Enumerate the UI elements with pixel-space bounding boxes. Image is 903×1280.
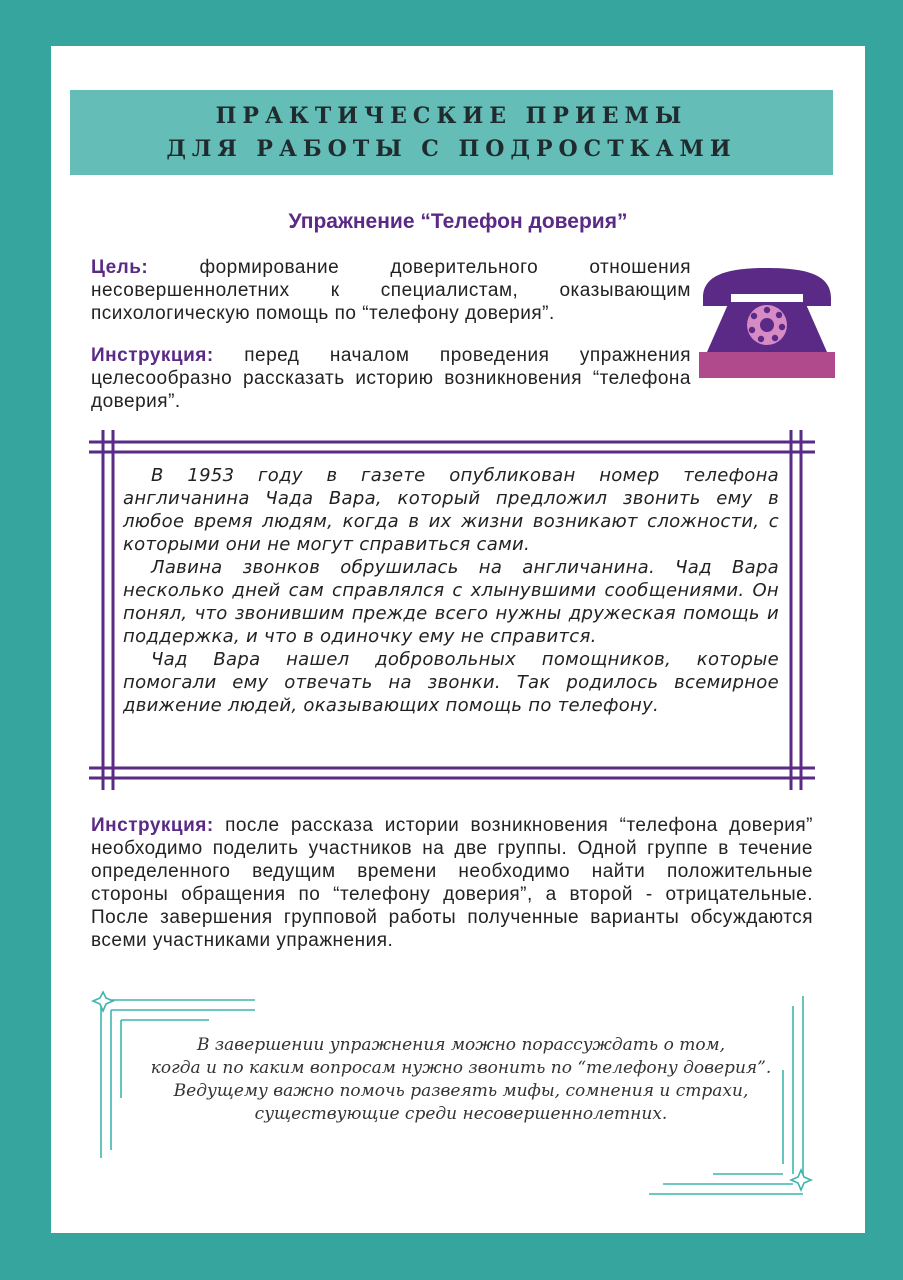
closing-line-4: существующие среди несовершеннолетних. xyxy=(254,1104,668,1124)
instruction-paragraph-2 xyxy=(91,814,813,952)
exercise-title: Упражнение “Телефон доверия” xyxy=(288,210,628,233)
story-paragraph-3: Чад Вара нашел добровольных помощников, которые помогали ему отвечать на звонки. Так родилось всемирное движение людей, оказывающих помощь по телефону. xyxy=(123,649,779,716)
instruction-label-1: Инструкция: xyxy=(91,345,214,366)
header-banner xyxy=(70,90,833,175)
goal-text: формирование доверительного отношения несовершеннолетних к специалистам, оказывающим психологическую помощь по “телефону доверия”. xyxy=(91,257,692,324)
closing-line-3: Ведущему важно помочь развеять мифы, сомнения и страхи, xyxy=(173,1081,749,1101)
closing-line-2: когда и по каким вопросам нужно звонить по “телефону доверия”. xyxy=(150,1058,772,1078)
page-sheet xyxy=(51,46,865,1233)
closing-line-1: В завершении упражнения можно порассуждать о том, xyxy=(196,1035,726,1055)
sparkle-icon xyxy=(791,1170,811,1190)
instruction-paragraph-1 xyxy=(91,344,691,413)
instruction-text-2: после рассказа истории возникновения “телефона доверия” необходимо поделить участников на две группы. Одной группе в течение определенного ведущим времени необходимо найти положительные стороны обращения по “телефону доверия”, а второй - отрицательные. После завершения групповой работы полученные варианты обсуждаются всеми участниками упражнения. xyxy=(91,815,814,951)
instruction-text-1: перед началом проведения упражнения целесообразно рассказать историю возникновения “телефона доверия”. xyxy=(91,345,691,412)
goal-paragraph xyxy=(91,256,691,325)
story-paragraph-1: В 1953 году в газете опубликован номер телефона англичанина Чада Вара, который предложил звонить ему в любое время людям, когда в их жизни возникают сложности, с которыми они не могут справиться сами. xyxy=(123,465,779,555)
closing-note xyxy=(111,1034,811,1126)
banner-line-1: ПРАКТИЧЕСКИЕ ПРИЕМЫ xyxy=(215,102,688,129)
story-text xyxy=(123,464,779,717)
telephone-icon xyxy=(699,268,835,380)
story-paragraph-2: Лавина звонков обрушилась на англичанина. Чад Вара несколько дней сам справлялся с хлынувшими сообщениями. Он понял, что звонившим прежде всего нужны дружеская помощь и поддержка, и что в одиночку ему не справится. xyxy=(123,557,779,647)
instruction-label-2: Инструкция: xyxy=(91,815,214,836)
sparkle-icon xyxy=(93,992,113,1011)
goal-label: Цель: xyxy=(91,257,149,278)
banner-line-2: ДЛЯ РАБОТЫ С ПОДРОСТКАМИ xyxy=(166,135,737,162)
